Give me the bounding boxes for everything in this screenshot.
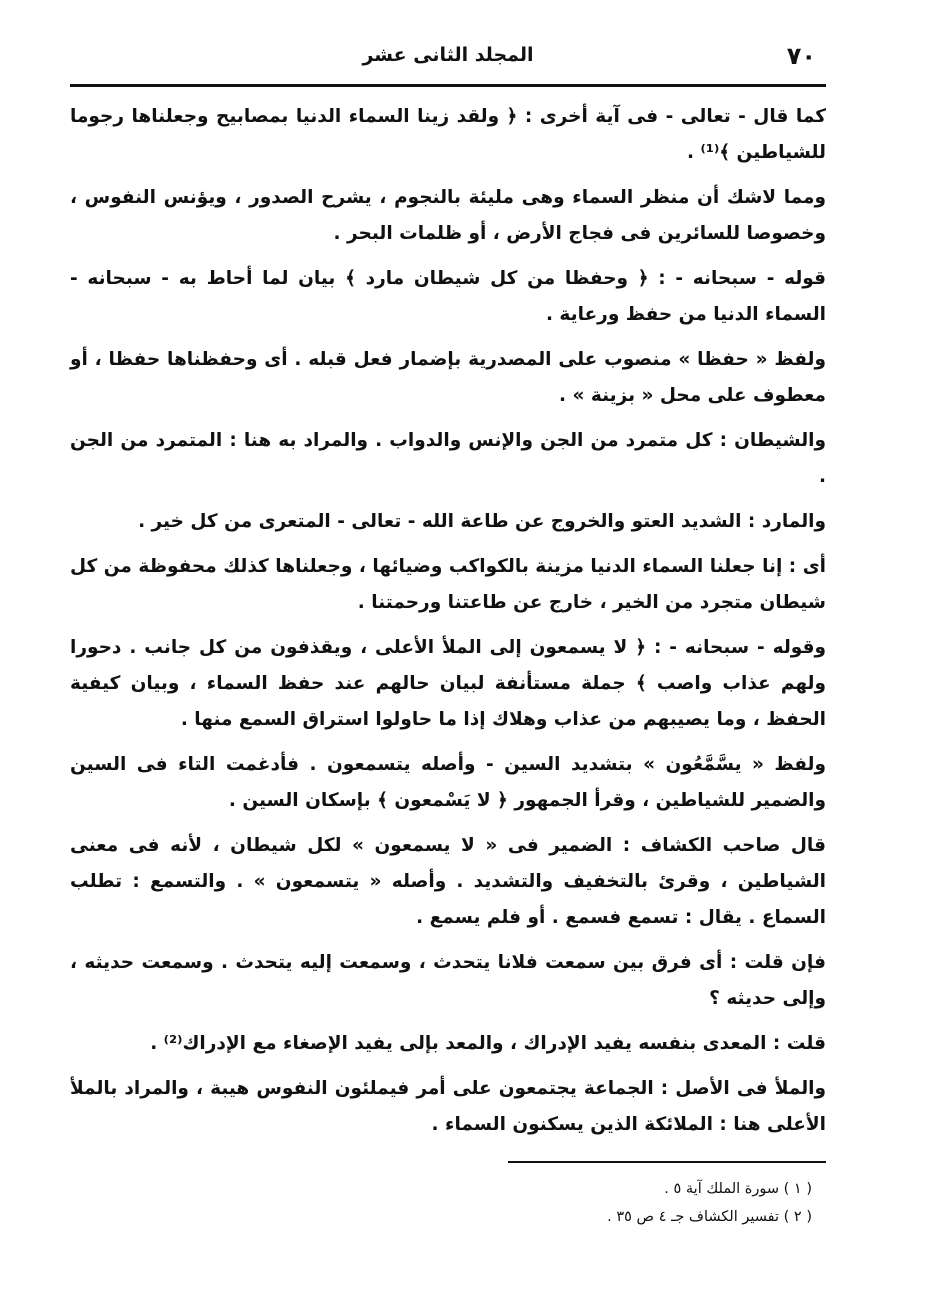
- paragraph-7: أى : إنا جعلنا السماء الدنيا مزينة بالكواكب وضيائها ، وجعلناها كذلك محفوظة من كل شيطان متجرد من الخير ، خارج عن طاعتنا ورحمتنا .: [70, 556, 826, 613]
- paragraph-12: قلت : المعدى بنفسه يفيد الإدراك ، والمعد بإلى يفيد الإصغاء مع الإدراك⁽²⁾ .: [150, 1033, 826, 1054]
- paragraph-4: ولفظ « حفظا » منصوب على المصدرية بإضمار فعل قبله . أى وحفظناها حفظا ، أو معطوف على محل « بزينة » .: [70, 349, 826, 406]
- paragraph-9: ولفظ « يسَّمَّعُون » بتشديد السين - وأصله يتسمعون . فأدغمت التاء فى السين والضمير للشياطين ، وقرأ الجمهور ﴿ لا يَسْمعون ﴾ بإسكان السين .: [70, 754, 826, 811]
- paragraph-11: فإن قلت : أى فرق بين سمعت فلانا يتحدث ، وسمعت إليه يتحدث . وسمعت حديثه ، وإلى حديثه ؟: [70, 952, 826, 1009]
- paragraph-13: والملأ فى الأصل : الجماعة يجتمعون على أمر فيملئون النفوس هيبة ، والمراد بالملأ الأعلى هنا : الملائكة الذين يسكنون السماء .: [70, 1078, 826, 1135]
- footnote-2: ( ٢ ) تفسير الكشاف جـ ٤ ص ٣٥ .: [607, 1209, 812, 1225]
- page-number: ٧٠: [786, 42, 816, 70]
- paragraph-6: والمارد : الشديد العتو والخروج عن طاعة الله - تعالى - المتعرى من كل خير .: [138, 511, 826, 532]
- paragraph-3: قوله - سبحانه - : ﴿ وحفظا من كل شيطان مارد ﴾ بيان لما أحاط به - سبحانه - السماء الدنيا من حفظ ورعاية .: [70, 268, 826, 325]
- main-text: [70, 99, 826, 1143]
- paragraph-2: ومما لاشك أن منظر السماء وهى مليئة بالنجوم ، يشرح الصدور ، ويؤنس النفوس ، وخصوصا للسائرين فى فجاج الأرض ، أو ظلمات البحر .: [70, 187, 826, 244]
- paragraph-5: والشيطان : كل متمرد من الجن والإنس والدواب . والمراد به هنا : المتمرد من الجن .: [70, 430, 826, 487]
- footnotes: [70, 1175, 826, 1231]
- footnote-divider: [508, 1161, 826, 1163]
- footnote-1: ( ١ ) سورة الملك آية ٥ .: [664, 1181, 812, 1197]
- page-header: [70, 38, 826, 87]
- running-title: المجلد الثانى عشر: [362, 44, 534, 66]
- paragraph-1: كما قال - تعالى - فى آية أخرى : ﴿ ولقد زينا السماء الدنيا بمصابيح وجعلناها رجوما للشياطين ﴾⁽¹⁾ .: [70, 106, 826, 163]
- paragraph-8: وقوله - سبحانه - : ﴿ لا يسمعون إلى الملأ الأعلى ، ويقذفون من كل جانب . دحورا ولهم عذاب واصب ﴾ جملة مستأنفة لبيان حالهم عند حفظ السماء ، وبيان كيفية الحفظ ، وما يصيبهم من عذاب وهلاك إذا ما حاولوا استراق السمع منها .: [70, 637, 826, 730]
- paragraph-10: قال صاحب الكشاف : الضمير فى « لا يسمعون » لكل شيطان ، لأنه فى معنى الشياطين ، وقرئ بالتخفيف والتشديد . وأصله « يتسمعون » . والتسمع : تطلب السماع . يقال : تسمع فسمع . أو فلم يسمع .: [70, 835, 826, 928]
- book-page: [70, 38, 826, 1258]
